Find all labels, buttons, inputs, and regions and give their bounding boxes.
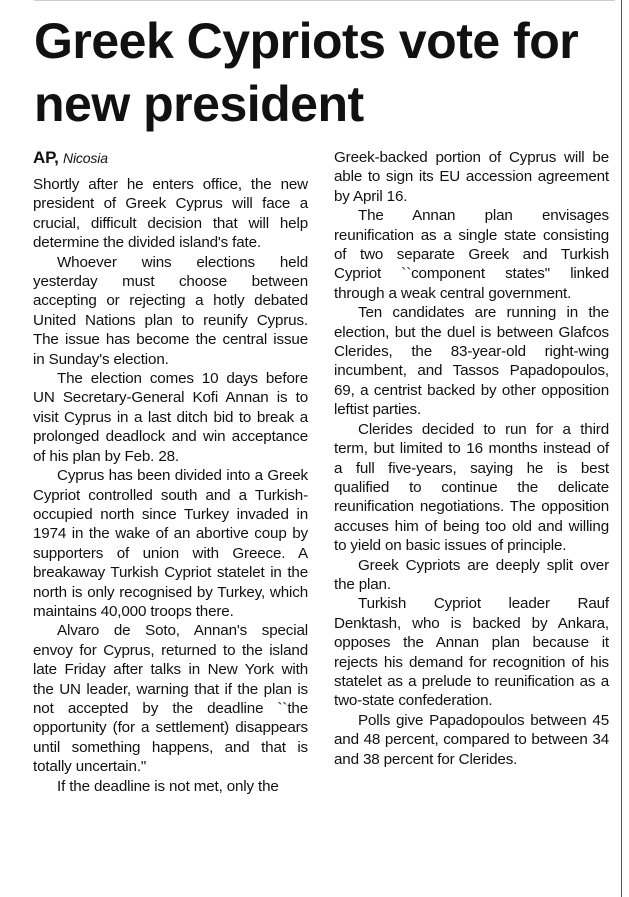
byline [33, 148, 308, 169]
paragraph: Alvaro de Soto, Annan's special envoy for Cyprus, returned to the island late Friday after talks in New York with the UN leader, warning that if the plan is not accepted by the deadline ``the opportunity (for a settlement) disappears until something happens, and that is totally uncertain." [33, 622, 308, 776]
paragraph: The election comes 10 days before UN Secretary-General Kofi Annan is to visit Cyprus in a last ditch bid to break a prolonged deadlock and win acceptance of his plan by Feb. 28. [33, 370, 308, 465]
article-column-right [334, 148, 609, 769]
right-rule [621, 0, 622, 897]
paragraph: Ten candidates are running in the election, but the duel is between Glafcos Clerides, the 83-year-old right-wing incumbent, and Tassos Papadopoulos, 69, a centrist backed by other opposition leftist parties. [334, 304, 609, 419]
paragraph: Greek-backed portion of Cyprus will be able to sign its EU accession agreement by April 16. [334, 149, 609, 205]
top-rule [34, 0, 615, 1]
paragraph: Polls give Papadopoulos between 45 and 48 percent, compared to between 34 and 38 percent for Clerides. [334, 711, 609, 768]
article-column-left [33, 148, 308, 796]
paragraph: Clerides decided to run for a third term, but limited to 16 months instead of a full five-years, saying he is best qualified to continue the delicate reunification negotiations. The opposition accuses him of being too old and willing to yield on basic issues of principle. [334, 420, 609, 555]
paragraph: The Annan plan envisages reunification as a single state consisting of two separate Greek and Turkish Cypriot ``component states" linked through a weak central government. [334, 207, 609, 302]
paragraph: Turkish Cypriot leader Rauf Denktash, who is backed by Ankara, opposes the Annan plan because it rejects his demand for recognition of his statelet as a prelude to reunification as a two-state confederation. [334, 595, 609, 710]
paragraph: Greek Cypriots are deeply split over the plan. [334, 556, 609, 593]
paragraph: Shortly after he enters office, the new president of Greek Cyprus will face a crucial, difficult decision that will help determine the divided island's fate. [33, 176, 308, 252]
paragraph: If the deadline is not met, only the [57, 777, 279, 795]
byline-place: Nicosia [63, 150, 108, 166]
byline-agency: AP, [33, 148, 59, 167]
headline: Greek Cypriots vote for new president [34, 13, 579, 132]
paragraph: Cyprus has been divided into a Greek Cypriot controlled south and a Turkish-occupied north since Turkey invaded in 1974 in the wake of an abortive coup by supporters of union with Greece. A breakaway Turkish Cypriot statelet in the north is only recognised by Turkey, which maintains 40,000 troops there. [33, 467, 308, 620]
paragraph: Whoever wins elections held yesterday must choose between accepting or rejecting a hotly debated United Nations plan to reunify Cyprus. The issue has become the central issue in Sunday's election. [33, 253, 308, 368]
